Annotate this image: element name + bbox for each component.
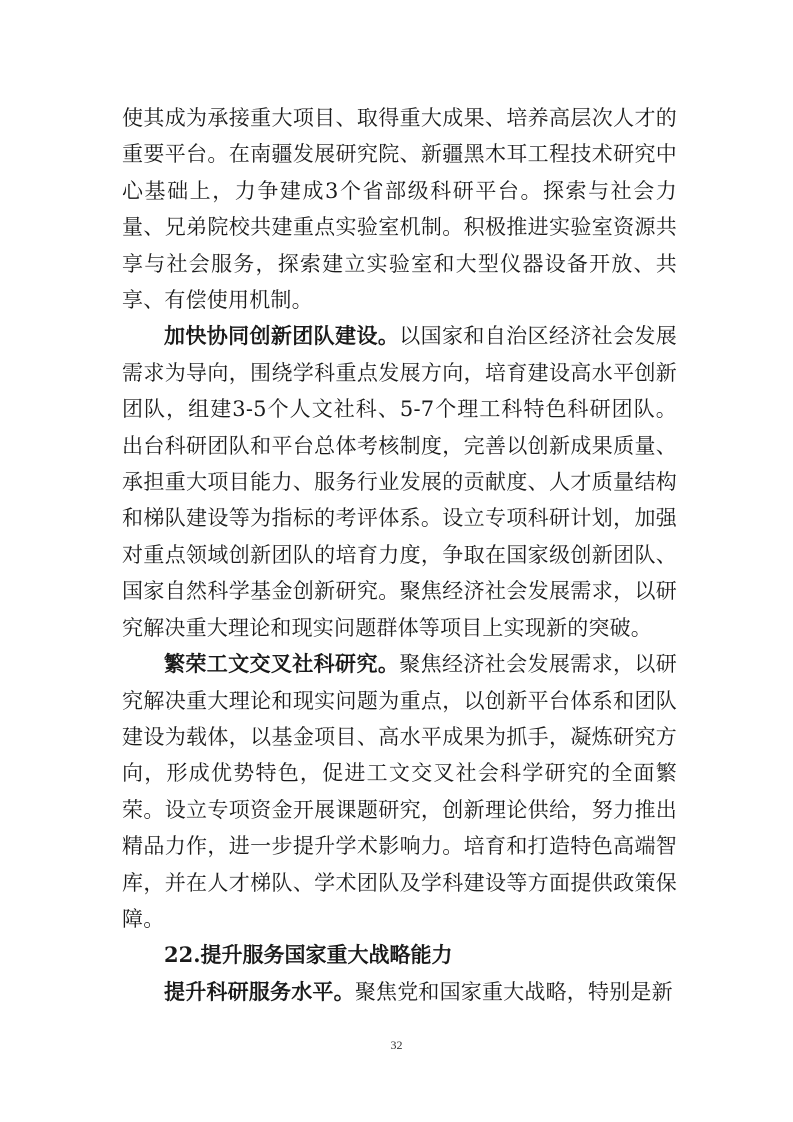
paragraph-text: 以国家和自治区经济社会发展需求为导向，围绕学科重点发展方向，培育建设高水平创新团队，组建3-5个人文社科、5-7个理工科特色科研团队。出台科研团队和平台总体考核制度，完善以创新成果质量、承担重大项目能力、服务行业发展的贡献度、人才质量结构和梯队建设等为指标的考评体系。设立专项科研计划，加强对重点领域创新团队的培育力度，争取在国家级创新团队、国家自然科学基金创新研究。聚焦经济社会发展需求，以研究解决重大理论和现实问题群体等项目上实现新的突破。 <box>122 324 677 640</box>
section-heading: 22.提升服务国家重大战略能力 <box>164 942 453 968</box>
paragraph-lead: 加快协同创新团队建设。 <box>164 323 400 349</box>
paragraph-social-science <box>122 646 677 937</box>
page-number: 32 <box>390 1038 403 1052</box>
document-body <box>122 100 677 1010</box>
paragraph-innovation-teams <box>122 318 677 646</box>
paragraph-text: 聚焦党和国家重大战略，特别是新 <box>354 979 673 1004</box>
paragraph-lead: 繁荣工文交叉社科研究。 <box>164 651 400 677</box>
paragraph-lead: 提升科研服务水平。 <box>164 978 355 1004</box>
paragraph-research-service <box>122 974 677 1010</box>
paragraph-platforms <box>122 100 677 318</box>
paragraph-text: 使其成为承接重大项目、取得重大成果、培养高层次人才的重要平台。在南疆发展研究院、新疆黑木耳工程技术研究中心基础上，力争建成3个省部级科研平台。探索与社会力量、兄弟院校共建重点实验室机制。积极推进实验室资源共享与社会服务，探索建立实验室和大型仪器设备开放、共享、有偿使用机制。 <box>122 106 677 313</box>
paragraph-text: 聚焦经济社会发展需求，以研究解决重大理论和现实问题为重点，以创新平台体系和团队建设为载体，以基金项目、高水平成果为抓手，凝炼研究方向，形成优势特色，促进工文交叉社会科学研究的全面繁荣。设立专项资金开展课题研究，创新理论供给，努力推出精品力作，进一步提升学术影响力。培育和打造特色高端智库，并在人才梯队、学术团队及学科建设等方面提供政策保障。 <box>122 652 677 931</box>
